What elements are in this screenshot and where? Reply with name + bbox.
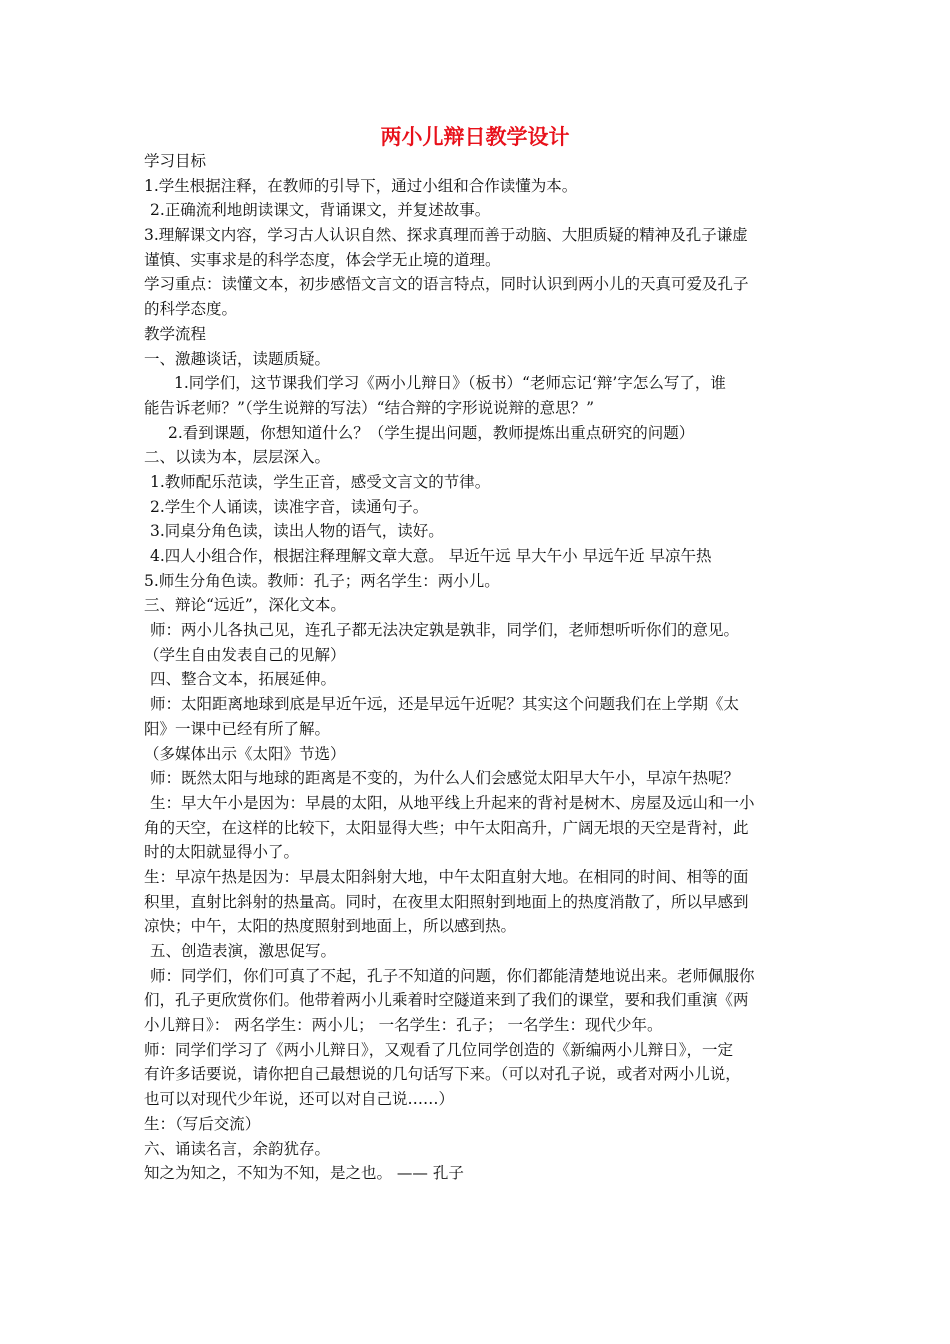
text-line: 生：早大午小是因为：早晨的太阳，从地平线上升起来的背衬是树木、房屋及远山和一小 bbox=[150, 793, 755, 812]
text-line: 师：同学们，你们可真了不起，孔子不知道的问题，你们都能清楚地说出来。老师佩服你 bbox=[150, 966, 755, 985]
text-line: 1.教师配乐范读，学生正音，感受文言文的节律。 bbox=[150, 472, 491, 491]
text-line: 生：（写后交流） bbox=[144, 1114, 261, 1133]
text-line: 谨慎、实事求是的科学态度，体会学无止境的道理。 bbox=[144, 250, 501, 269]
text-line: 师：既然太阳与地球的距离是不变的，为什么人们会感觉太阳早大午小，早凉午热呢？ bbox=[150, 769, 740, 788]
text-line: 知之为知之，不知为不知，是之也。 —— 孔子 bbox=[144, 1164, 464, 1183]
text-line: 5.师生分角色读。教师：孔子；两名学生：两小儿。 bbox=[144, 571, 500, 590]
text-line: 五、创造表演，激思促写。 bbox=[150, 942, 337, 960]
text-line: 时的太阳就显得小了。 bbox=[144, 843, 300, 862]
text-line: 阳》一课中已经有所了解。 bbox=[144, 719, 331, 738]
text-line: 学习目标 bbox=[144, 152, 207, 170]
text-line: 学习重点：读懂文本，初步感悟文言文的语言特点，同时认识到两小儿的天真可爱及孔子 bbox=[144, 275, 749, 294]
text-line: 3.同桌分角色读，读出人物的语气，读好。 bbox=[150, 522, 444, 541]
text-line: 一、激趣谈话，读题质疑。 bbox=[144, 349, 331, 368]
text-line: 4.四人小组合作，根据注释理解文章大意。 早近午远 早大午小 早远午近 早凉午热 bbox=[150, 547, 712, 565]
text-line: 3.理解课文内容，学习古人认识自然、探求真理而善于动脑、大胆质疑的精神及孔子谦虚 bbox=[144, 226, 748, 245]
text-line: 教学流程 bbox=[144, 324, 207, 343]
text-line: 1.同学们，这节课我们学习《两小儿辩日》（板书）“老师忘记‘辩’字怎么写了，谁 bbox=[174, 374, 726, 393]
text-line: 2.学生个人诵读，读准字音，读通句子。 bbox=[150, 497, 429, 516]
text-line: 2.正确流利地朗读课文，背诵课文，并复述故事。 bbox=[150, 201, 491, 220]
text-line: 凉快；中午，太阳的热度照射到地面上，所以感到热。 bbox=[144, 917, 517, 936]
text-line: 三、辩论“远近”，深化文本。 bbox=[144, 596, 346, 615]
text-line: 四、整合文本，拓展延伸。 bbox=[150, 670, 337, 689]
text-line: 师：同学们学习了《两小儿辩日》，又观看了几位同学创造的《新编两小儿辩日》，一定 bbox=[144, 1040, 734, 1059]
text-line: 也可以对现代少年说，还可以对自己说……） bbox=[144, 1090, 455, 1109]
document-title: 两小儿辩日教学设计 bbox=[380, 125, 570, 149]
text-line: 生：早凉午热是因为：早晨太阳斜射大地，中午太阳直射大地。在相同的时间、相等的面 bbox=[144, 867, 749, 886]
text-line: 有许多话要说，请你把自己最想说的几句话写下来。（可以对孔子说，或者对两小儿说， bbox=[144, 1065, 741, 1084]
text-line: 们，孔子更欣赏你们。他带着两小儿乘着时空隧道来到了我们的课堂，要和我们重演《两 bbox=[144, 991, 749, 1010]
text-line: 二、以读为本，层层深入。 bbox=[144, 448, 331, 467]
text-line: 六、诵读名言，余韵犹存。 bbox=[144, 1139, 331, 1158]
text-line: （学生自由发表自己的见解） bbox=[144, 645, 346, 664]
text-line: （多媒体出示《太阳》节选） bbox=[144, 744, 346, 763]
text-line: 角的天空，在这样的比较下，太阳显得大些；中午太阳高升，广阔无垠的天空是背衬，此 bbox=[144, 818, 749, 837]
text-line: 1.学生根据注释，在教师的引导下，通过小组和合作读懂为本。 bbox=[144, 176, 578, 195]
text-line: 的科学态度。 bbox=[144, 300, 238, 319]
text-line: 师：太阳距离地球到底是早近午远，还是早远午近呢？其实这个问题我们在上学期《太 bbox=[150, 695, 740, 714]
text-line: 积里，直射比斜射的热量高。同时，在夜里太阳照射到地面上的热度消散了，所以早感到 bbox=[144, 892, 749, 911]
text-line: 师：两小儿各执己见，连孔子都无法决定孰是孰非，同学们，老师想听听你们的意见。 bbox=[150, 621, 740, 640]
text-line: 能告诉老师？”（学生说辩的写法）“结合辩的字形说说辩的意思？” bbox=[144, 398, 595, 417]
text-line: 2.看到课题，你想知道什么？（学生提出问题，教师提炼出重点研究的问题） bbox=[168, 423, 695, 442]
text-line: 小儿辩日》： 两名学生：两小儿； 一名学生：孔子； 一名学生：现代少年。 bbox=[144, 1016, 663, 1035]
document-body bbox=[144, 149, 812, 1186]
